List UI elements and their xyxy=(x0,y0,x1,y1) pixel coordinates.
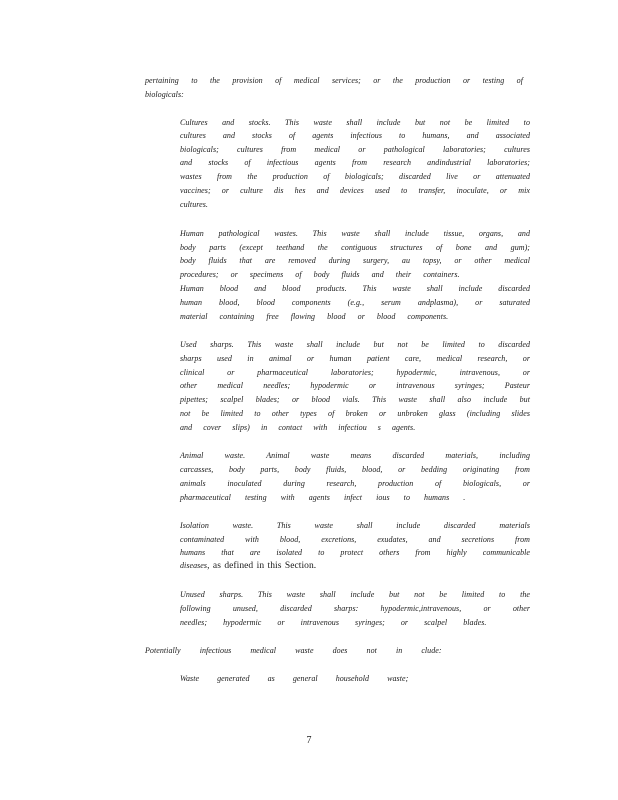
intro-line-2: biologicals: xyxy=(145,90,184,99)
isolation-defined-text: , as defined in this Section. xyxy=(207,561,317,571)
household-line: Waste generated as general household waste; xyxy=(180,674,409,683)
pathological-line-4: procedures; or specimens of body fluids and their containers. xyxy=(180,270,460,279)
cultures-line-6: vaccines; or culture dis hes and devices used to transfer, inoculate, or mix xyxy=(180,186,530,195)
sharps-line-5: pipettes; scalpel blades; or blood vials. This waste shall also include but xyxy=(180,395,530,404)
animal-line-2: carcasses, body parts, body fluids, blood, or bedding originating from xyxy=(180,465,530,474)
unused-sharps-line-2: following unused, discarded sharps: hypodermic,intravenous, or other xyxy=(180,604,530,613)
cultures-line-3: biologicals; cultures from medical or pathological laboratories; cultures xyxy=(180,145,530,154)
unused-sharps-line-3: needles; hypodermic or intravenous syringes; or scalpel blades. xyxy=(180,618,487,627)
pathological-line-6: human blood, blood components (e.g., serum andplasma), or saturated xyxy=(180,298,530,307)
cultures-line-4: and stocks of infectious agents from research andindustrial laboratories; xyxy=(180,158,530,167)
cultures-line-2: cultures and stocks of agents infectious to humans, and associated xyxy=(180,131,530,140)
cultures-line-7: cultures. xyxy=(180,200,208,209)
pathological-line-3: body fluids that are removed during surgery, au topsy, or other medical xyxy=(180,256,530,265)
isolation-line-3: humans that are isolated to protect others from highly communicable xyxy=(180,548,530,557)
potentially-line: Potentially infectious medical waste does not in clude: xyxy=(145,646,442,655)
sharps-line-3: clinical or pharmaceutical laboratories; hypodermic, intravenous, or xyxy=(180,368,530,377)
unused-sharps-line-1: Unused sharps. This waste shall include but not be limited to the xyxy=(180,590,530,599)
animal-line-1: Animal waste. Animal waste means discarded materials, including xyxy=(180,451,530,460)
isolation-line-1: Isolation waste. This waste shall include discarded materials xyxy=(180,521,530,530)
cultures-line-1: Cultures and stocks. This waste shall include but not be limited to xyxy=(180,118,530,127)
intro-line-1: pertaining to the provision of medical services; or the production or testing of xyxy=(145,76,523,85)
animal-line-4: pharmaceutical testing with agents infect ious to humans . xyxy=(180,493,466,502)
pathological-line-2: body parts (except teethand the contiguous structures of bone and gum); xyxy=(180,243,530,252)
pathological-line-7: material containing free flowing blood or blood components. xyxy=(180,312,449,321)
sharps-line-2: sharps used in animal or human patient care, medical research, or xyxy=(180,354,530,363)
cultures-line-5: wastes from the production of biologicals; discarded live or attenuated xyxy=(180,172,530,181)
sharps-line-6: not be limited to other types of broken or unbroken glass (including slides xyxy=(180,409,530,418)
isolation-diseases-word: diseases xyxy=(180,561,208,570)
page-number: 7 xyxy=(306,735,312,746)
pathological-line-5: Human blood and blood products. This waste shall include discarded xyxy=(180,284,530,293)
sharps-line-1: Used sharps. This waste shall include but not be limited to discarded xyxy=(180,340,530,349)
sharps-line-7: and cover slips) in contact with infectiou s agents. xyxy=(180,423,416,432)
animal-line-3: animals inoculated during research, production of biologicals, or xyxy=(180,479,530,488)
isolation-line-4 xyxy=(180,561,530,571)
pathological-line-1: Human pathological wastes. This waste shall include tissue, organs, and xyxy=(180,229,530,238)
sharps-line-4: other medical needles; hypodermic or intravenous syringes; Pasteur xyxy=(180,381,530,390)
isolation-line-2: contaminated with blood, excretions, exudates, and secretions from xyxy=(180,535,530,544)
